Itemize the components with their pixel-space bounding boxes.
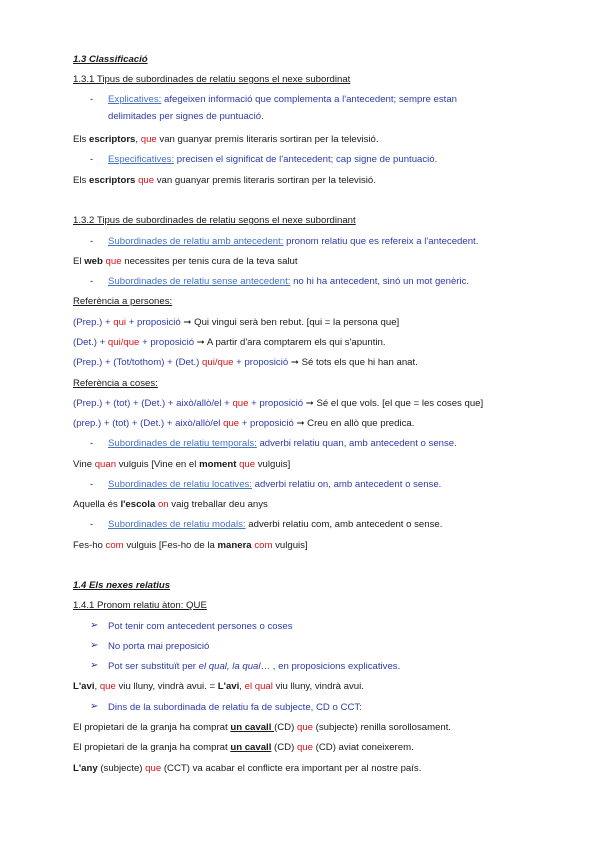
example-sentence: Aquella és l'escola on vaig treballar deu anys bbox=[73, 499, 268, 510]
especificatives-term: Especificatives: bbox=[108, 154, 175, 165]
bullet-item: Pot ser substituït per el qual, la qual… , en proposicions explicatives. bbox=[108, 661, 401, 672]
example-sentence: L'any (subjecte) que (CCT) va acabar el conflicte era important per al nostre país. bbox=[73, 763, 422, 774]
subsection-heading-1-4-1: 1.4.1 Pronom relatiu àton: QUE bbox=[73, 600, 207, 611]
modals-term: Subordinades de relatiu modals: bbox=[108, 519, 246, 530]
dash-bullet: - bbox=[90, 154, 94, 165]
explicatives-definition-cont: delimitades per signes de puntuació. bbox=[108, 111, 264, 122]
example-sentence: El propietari de la granja ha comprat un cavall (CD) que (CD) aviat coneixerem. bbox=[73, 742, 414, 753]
example-sentence: Els escriptors que van guanyar premis literaris sortiran per la televisió. bbox=[73, 175, 376, 186]
modals-definition: Subordinades de relatiu modals: adverbi relatiu com, amb antecedent o sense. bbox=[108, 519, 443, 530]
section-heading-1-3: 1.3 Classificació bbox=[73, 54, 148, 65]
temporals-definition: Subordinades de relatiu temporals: adverbi relatiu quan, amb antecedent o sense. bbox=[108, 438, 457, 449]
formula-line: (Prep.) + qui + proposició ➞ Qui vingui serà ben rebut. [qui = la persona que] bbox=[73, 317, 400, 328]
formula-line: (Prep.) + (tot) + (Det.) + això/allò/el + que + proposició ➞ Sé el que vols. [el que = les coses que] bbox=[73, 398, 484, 409]
locatives-term: Subordinades de relatiu locatives: bbox=[108, 479, 252, 490]
dash-bullet: - bbox=[90, 479, 94, 490]
formula-line: (Det.) + qui/que + proposició ➞ A partir d'ara comptarem els qui s'apuntin. bbox=[73, 337, 386, 348]
amb-antecedent-term: Subordinades de relatiu amb antecedent: bbox=[108, 236, 284, 247]
formula-line: (prep.) + (tot) + (Det.) + això/allò/el que + proposició ➞ Creu en allò que predica. bbox=[73, 418, 415, 429]
arrow-bullet-icon: ➢ bbox=[90, 701, 99, 712]
dash-bullet: - bbox=[90, 276, 94, 287]
dash-bullet: - bbox=[90, 94, 94, 105]
arrow-bullet-icon: ➢ bbox=[90, 620, 99, 631]
explicatives-definition: Explicatives: afegeixen informació que complementa a l'antecedent; sempre estan bbox=[108, 94, 458, 105]
dash-bullet: - bbox=[90, 236, 94, 247]
subsection-heading-1-3-2: 1.3.2 Tipus de subordinades de relatiu segons el nexe subordinant bbox=[73, 215, 356, 226]
example-sentence: El web que necessites per tenis cura de la teva salut bbox=[73, 256, 298, 267]
explicatives-term: Explicatives: bbox=[108, 94, 162, 105]
example-sentence: El propietari de la granja ha comprat un cavall (CD) que (subjecte) renilla sorollosament. bbox=[73, 722, 452, 733]
dash-bullet: - bbox=[90, 438, 94, 449]
bullet-item: No porta mai preposició bbox=[108, 641, 210, 652]
bullet-item: Dins de la subordinada de relatiu fa de subjecte, CD o CCT: bbox=[108, 702, 362, 713]
especificatives-definition: Especificatives: precisen el significat de l'antecedent; cap signe de puntuació. bbox=[108, 154, 438, 165]
bullet-item: Pot tenir com antecedent persones o coses bbox=[108, 621, 293, 632]
amb-antecedent-definition: Subordinades de relatiu amb antecedent: pronom relatiu que es refereix a l'antecedent. bbox=[108, 236, 479, 247]
reference-things-heading: Referència a coses: bbox=[73, 378, 158, 389]
reference-persons-heading: Referència a persones: bbox=[73, 296, 173, 307]
dash-bullet: - bbox=[90, 519, 94, 530]
example-sentence: L'avi, que viu lluny, vindrà avui. = L'avi, el qual viu lluny, vindrà avui. bbox=[73, 681, 364, 692]
locatives-definition: Subordinades de relatiu locatives: adverbi relatiu on, amb antecedent o sense. bbox=[108, 479, 442, 490]
example-sentence: Vine quan vulguis [Vine en el moment que vulguis] bbox=[73, 459, 291, 470]
arrow-bullet-icon: ➢ bbox=[90, 660, 99, 671]
sense-antecedent-definition: Subordinades de relatiu sense antecedent: no hi ha antecedent, sinó un mot genèric. bbox=[108, 276, 470, 287]
temporals-term: Subordinades de relatiu temporals: bbox=[108, 438, 257, 449]
example-sentence: Els escriptors, que van guanyar premis literaris sortiran per la televisió. bbox=[73, 134, 379, 145]
sense-antecedent-term: Subordinades de relatiu sense antecedent: bbox=[108, 276, 291, 287]
formula-line: (Prep.) + (Tot/tothom) + (Det.) qui/que + proposició ➞ Sé tots els que hi han anat. bbox=[73, 357, 418, 368]
section-heading-1-4: 1.4 Els nexes relatius bbox=[73, 580, 171, 591]
example-sentence: Fes-ho com vulguis [Fes-ho de la manera com vulguis] bbox=[73, 540, 308, 551]
arrow-bullet-icon: ➢ bbox=[90, 640, 99, 651]
subsection-heading-1-3-1: 1.3.1 Tipus de subordinades de relatiu segons el nexe subordinat bbox=[73, 74, 351, 85]
